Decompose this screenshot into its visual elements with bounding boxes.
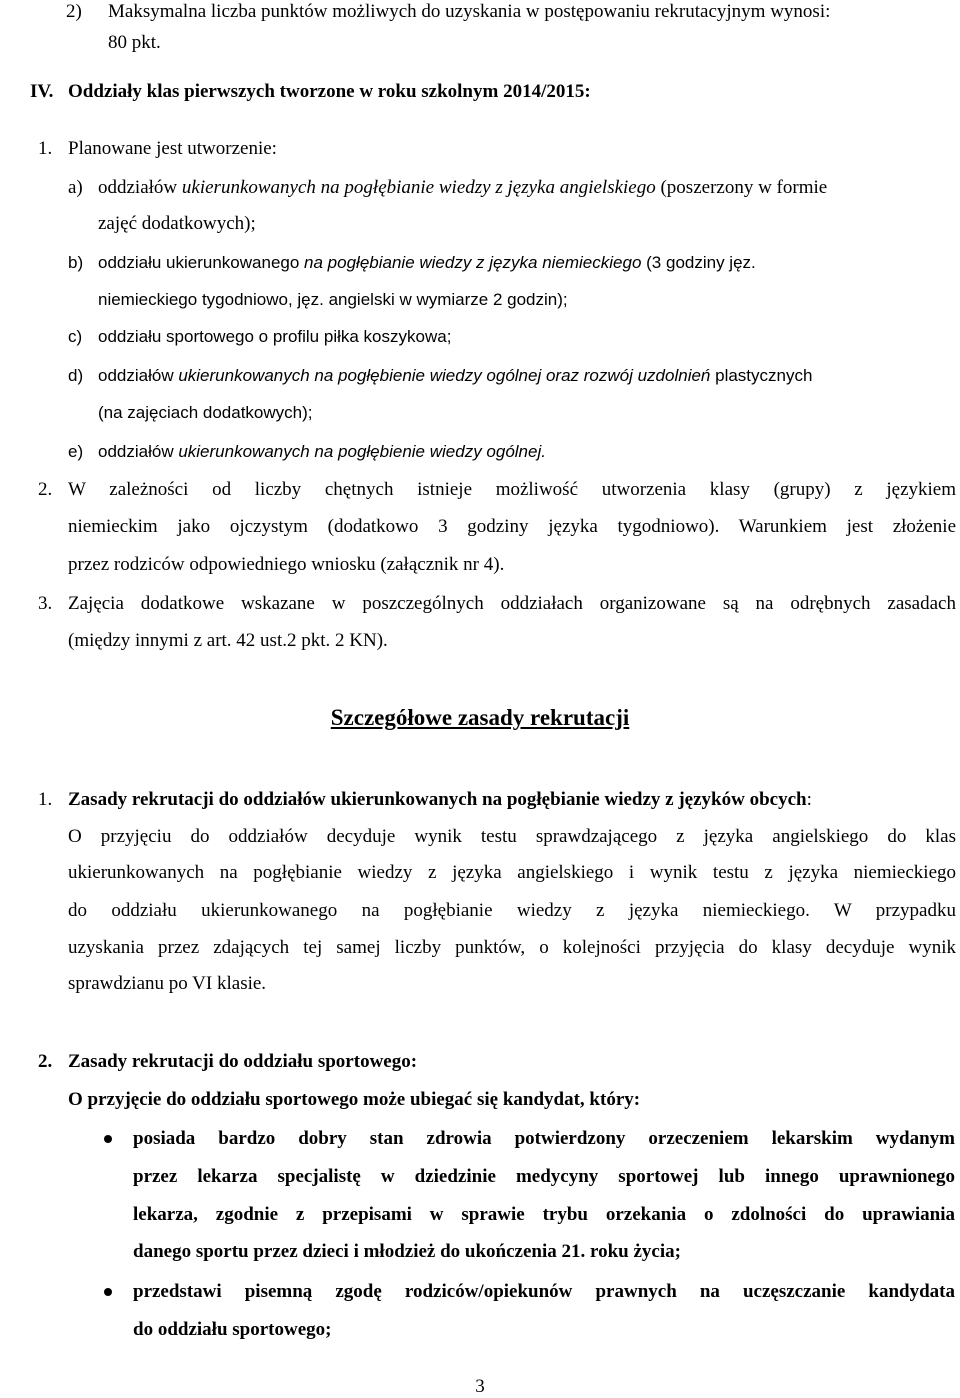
paragraph-line: 80 pkt. <box>108 32 161 53</box>
rule-title <box>68 788 812 812</box>
text-run: : <box>806 789 812 810</box>
paragraph-line: Planowane jest utworzenie: <box>68 138 277 159</box>
item-number: 2. <box>38 1051 53 1072</box>
list-label: e) <box>68 442 84 461</box>
text-run: oddziału ukierunkowanego <box>98 253 305 272</box>
paragraph-line: przez rodziców odpowiedniego wniosku (załącznik nr 4). <box>68 554 505 575</box>
list-label: c) <box>68 327 83 346</box>
item-number: 1. <box>38 789 53 810</box>
paragraph-line: (między innymi z art. 42 ust.2 pkt. 2 KN). <box>68 630 388 651</box>
text-run: oddziałów <box>98 177 182 198</box>
item-number: 2. <box>38 479 53 500</box>
text-run: (3 godziny jęz. <box>641 253 756 272</box>
bold-run: Zasady rekrutacji do oddziałów ukierunkowanych na pogłębianie wiedzy z języków obcych <box>68 789 807 810</box>
bullet-line: danego sportu przez dzieci i młodzież do ukończenia 21. roku życia; <box>133 1241 681 1262</box>
rule-title: Zasady rekrutacji do oddziału sportowego: <box>68 1051 418 1072</box>
list-item-a <box>98 176 827 200</box>
bullet-line: lekarza, zgodnie z przepisami w sprawie trybu orzekania o zdolności do uprawiania <box>133 1204 955 1225</box>
text-run: oddziałów <box>98 442 179 461</box>
paragraph-line: uzyskania przez zdających tej samej liczby punktów, o kolejności przyjęcia do klasy decyduje wynik <box>68 937 956 958</box>
text-run: (poszerzony w formie <box>655 177 828 198</box>
paragraph-line: W zależności od liczby chętnych istnieje możliwość utworzenia klasy (grupy) z językiem <box>68 479 956 500</box>
item-number: 2) <box>66 1 82 22</box>
paragraph-line: zajęć dodatkowych); <box>98 213 256 234</box>
section-title: Oddziały klas pierwszych tworzone w roku szkolnym 2014/2015: <box>68 81 591 102</box>
list-item-d <box>98 364 812 388</box>
italic-run: ukierunkowanych na pogłębianie wiedzy z języka angielskiego <box>181 177 656 198</box>
paragraph-line: sprawdzianu po VI klasie. <box>68 973 267 994</box>
page-number: 3 <box>475 1376 485 1397</box>
text-run: oddziałów <box>98 366 179 385</box>
list-label: d) <box>68 366 84 385</box>
list-item-e <box>98 440 546 464</box>
paragraph-line: ukierunkowanych na pogłębianie wiedzy z języka angielskiego i wynik testu z języka niemieckiego <box>68 862 956 883</box>
paragraph-line: niemieckiego tygodniowo, jęz. angielski w wymiarze 2 godzin); <box>98 290 568 309</box>
italic-run: ukierunkowanych na pogłębienie wiedzy ogólnej oraz rozwój uzdolnień <box>178 366 711 385</box>
rule-subtitle: O przyjęcie do oddziału sportowego może ubiegać się kandydat, który: <box>68 1089 641 1110</box>
item-number: 3. <box>38 593 53 614</box>
text-run: plastycznych <box>710 366 813 385</box>
paragraph-line: oddziału sportowego o profilu piłka koszykowa; <box>98 327 452 346</box>
paragraph-line: niemieckim jako ojczystym (dodatkowo 3 godziny języka tygodniowo). Warunkiem jest złożenie <box>68 516 956 537</box>
list-label: a) <box>68 177 83 198</box>
paragraph-line: Maksymalna liczba punktów możliwych do uzyskania w postępowaniu rekrutacyjnym wynosi: <box>108 1 831 22</box>
list-item-b <box>98 251 756 275</box>
bullet-icon <box>104 1135 112 1143</box>
item-number: 1. <box>38 138 53 159</box>
bullet-line: przez lekarza specjalistę w dziedzinie medycyny sportowej lub innego uprawnionego <box>133 1166 955 1187</box>
bullet-icon <box>104 1288 112 1296</box>
paragraph-line: do oddziału ukierunkowanego na pogłębianie wiedzy z języka niemieckiego. W przypadku <box>68 900 956 921</box>
bullet-line: posiada bardzo dobry stan zdrowia potwierdzony orzeczeniem lekarskim wydanym <box>133 1128 955 1149</box>
bullet-line: przedstawi pisemną zgodę rodziców/opiekunów prawnych na uczęszczanie kandydata <box>133 1281 955 1302</box>
bullet-line: do oddziału sportowego; <box>133 1319 332 1340</box>
section-heading: Szczegółowe zasady rekrutacji <box>330 705 630 730</box>
paragraph-line: Zajęcia dodatkowe wskazane w poszczególnych oddziałach organizowane są na odrębnych zasadach <box>68 593 956 614</box>
paragraph-line: (na zajęciach dodatkowych); <box>98 403 313 422</box>
paragraph-line: O przyjęciu do oddziałów decyduje wynik testu sprawdzającego z języka angielskiego do klas <box>68 826 956 847</box>
section-number: IV. <box>30 81 54 102</box>
italic-run: ukierunkowanych na pogłębienie wiedzy ogólnej. <box>178 442 546 461</box>
italic-run: na pogłębianie wiedzy z języka niemieckiego <box>304 253 642 272</box>
list-label: b) <box>68 253 84 272</box>
